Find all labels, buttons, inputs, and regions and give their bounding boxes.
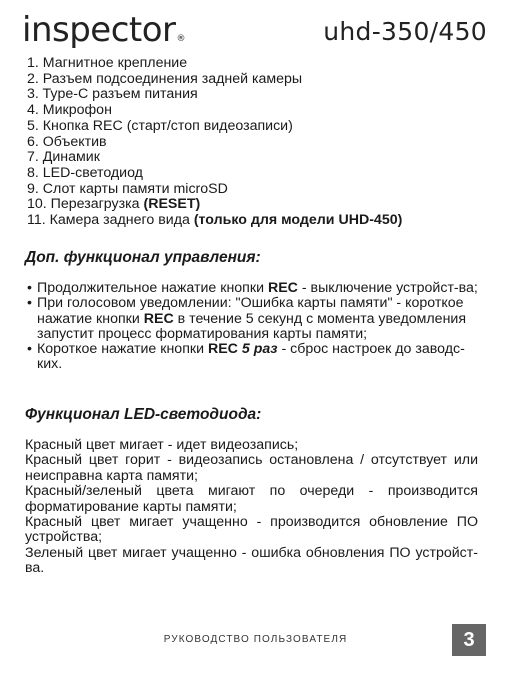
bullet-dot: • (27, 341, 32, 358)
parts-list-item: 2. Разъем подсоединения задней камеры (27, 70, 303, 87)
controls-section-title: Доп. функционал управления: (25, 249, 261, 266)
led-line: Красный цвет мигает - идет видеозапись; (25, 437, 299, 453)
controls-bullet-list (27, 281, 482, 373)
brand-name: inspector (22, 10, 176, 50)
parts-list-item: 1. Магнитное крепление (27, 55, 188, 71)
bullet-dot: • (27, 295, 32, 312)
page-number: 3 (452, 624, 486, 656)
parts-list-item: 6. Объектив (27, 133, 107, 150)
led-description (25, 438, 478, 577)
bullet-item: • Короткое нажатие кнопки REC 5 раз - сброс настроек до заводс-ких. (27, 341, 465, 373)
led-line: Красный/зеленый цвета мигают по очереди - производится форматирование карты памяти; (25, 483, 478, 515)
parts-list (27, 56, 487, 229)
brand-logo (22, 10, 185, 59)
bullet-item: • При голосовом уведомлении: "Ошибка карты памяти" - короткое нажатие кнопки REC в течение 5 секунд с момента уведомления запустит процесс форматирования карты памяти; (27, 295, 467, 342)
parts-list-item: 11. Камера заднего вида (только для модели UHD-450) (27, 212, 403, 229)
parts-list-item: 7. Динамик (27, 149, 100, 166)
bullet-dot: • (27, 280, 32, 296)
model-name: uhd-350/450 (323, 17, 487, 46)
parts-list-item: 5. Кнопка REC (старт/стоп видеозаписи) (27, 117, 293, 134)
parts-list-item: 9. Слот карты памяти microSD (27, 180, 228, 197)
registered-mark: ® (176, 34, 186, 44)
parts-list-item: 3. Type-C разъем питания (27, 86, 198, 103)
led-line: Красный цвет горит - видеозапись остановлена / отсутствует или неисправна карта памяти; (25, 452, 478, 484)
parts-list-item: 10. Перезагрузка (RESET) (27, 196, 201, 213)
bullet-item: • Продолжительное нажатие кнопки REC - выключение устройст-ва; (27, 280, 478, 296)
footer-label: РУКОВОДСТВО ПОЛЬЗОВАТЕЛЯ (163, 634, 348, 645)
page-header (22, 10, 487, 50)
led-line: Зеленый цвет мигает учащенно - ошибка обновления ПО устройст-ва. (25, 544, 478, 577)
parts-list-item: 8. LED-светодиод (27, 164, 143, 181)
parts-list-item: 4. Микрофон (27, 102, 112, 119)
led-section-title: Функционал LED-светодиода: (25, 406, 262, 423)
led-line: Красный цвет мигает учащенно - производится обновление ПО устройства; (25, 514, 478, 546)
